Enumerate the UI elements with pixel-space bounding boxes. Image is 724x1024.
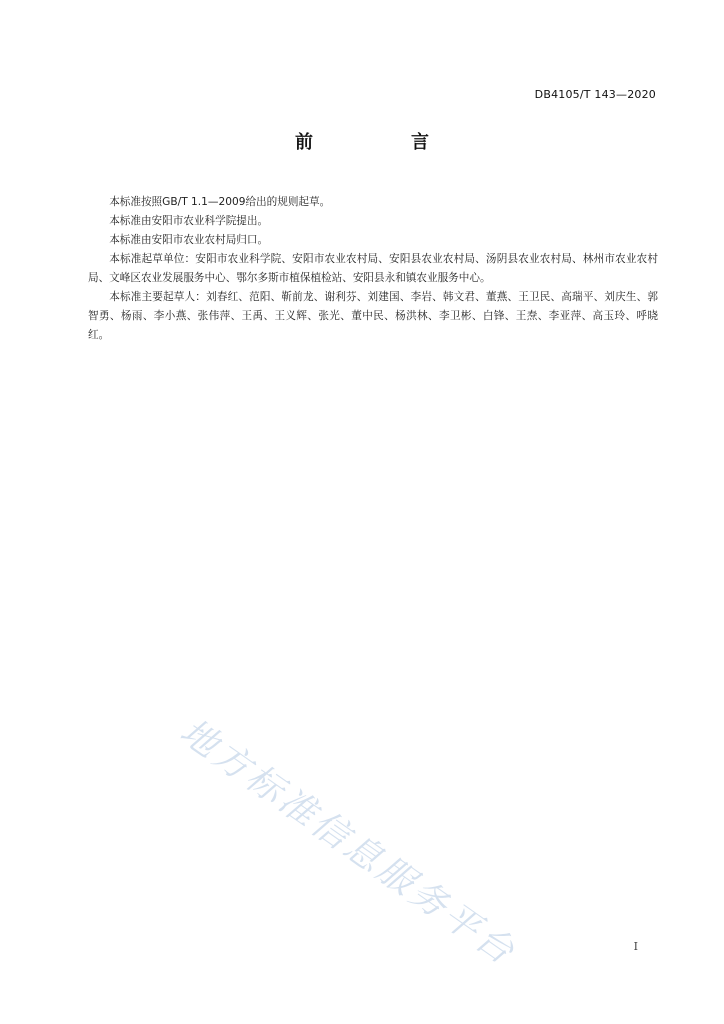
section-title: 前 言 [295,132,469,153]
paragraph-drafting-rules: 本标准按照GB/T 1.1—2009给出的规则起草。 [109,196,331,208]
paragraph-proposer: 本标准由安阳市农业科学院提出。 [109,215,269,227]
foreword-body [88,193,658,345]
paragraph-drafters: 本标准主要起草人：刘春红、范阳、靳前龙、谢利芬、刘建国、李岩、韩文君、董燕、王卫民、高瑞平、刘庆生、郭智勇、杨雨、李小燕、张伟萍、王禹、王义辉、张光、董中民、杨洪林、李卫彬、白锋、王焘、李亚萍、高玉玲、呼晓红。 [88,291,658,341]
watermark: 地方标准信息服务平台 [172,711,524,975]
page-number: I [633,940,638,953]
paragraph-drafting-units: 本标准起草单位：安阳市农业科学院、安阳市农业农村局、安阳县农业农村局、汤阴县农业农村局、林州市农业农村局、文峰区农业发展服务中心、鄂尔多斯市植保植检站、安阳县永和镇农业服务中心。 [88,253,658,284]
paragraph-administrator: 本标准由安阳市农业农村局归口。 [109,234,269,246]
standard-code: DB4105/T 143—2020 [534,88,656,101]
